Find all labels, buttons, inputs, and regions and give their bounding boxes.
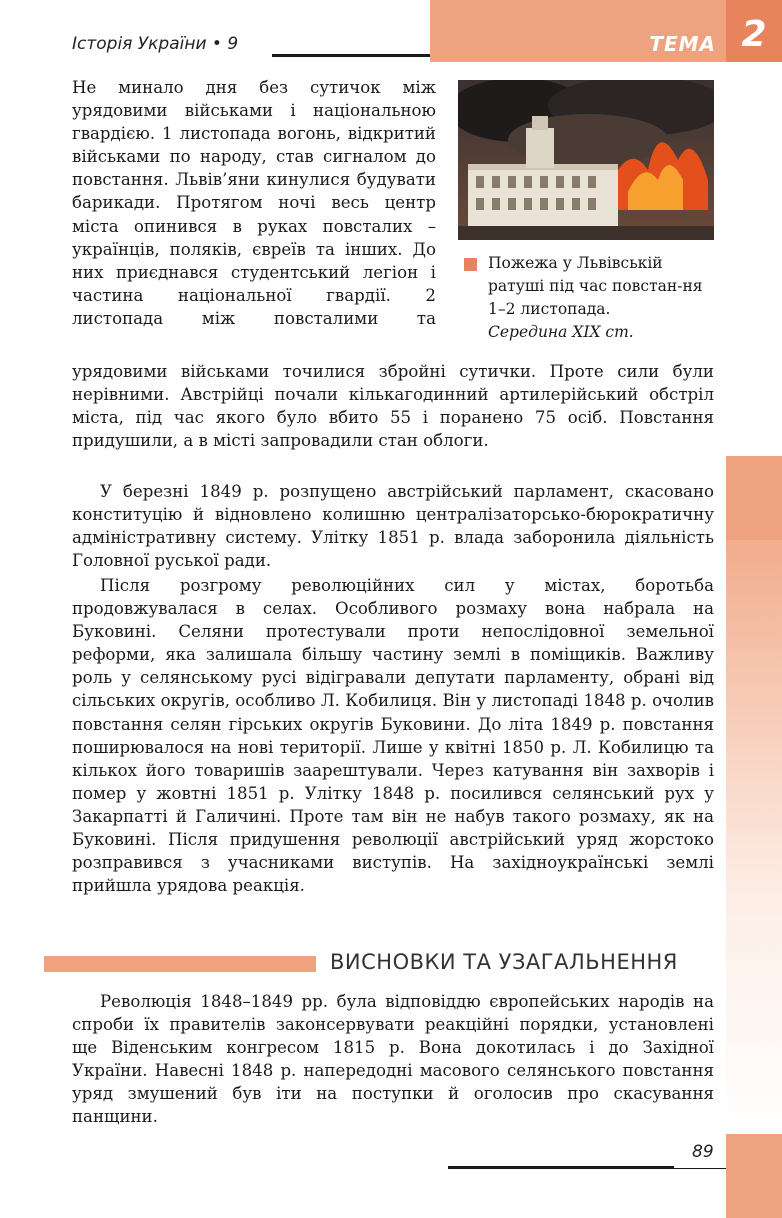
paragraph-3: У березні 1849 р. розпущено австрійський парламент, скасовано конституцію й відновлено колишню централізаторсько-бюрократичну адміністративну систему. Улітку 1851 р. влада заборонила діяльність Головної руської ради. [72,482,714,571]
book-title: Історія України • 9 [72,34,239,54]
paragraph-5: Революція 1848–1849 рр. була відповіддю європейських народів на спроби їх правителів законсервувати реакційні порядки, установлені ще Віденським конгресом 1815 р. Вона докотилась і до Західної України. Навесні 1848 р. напередодні масового селянського повстання уряд змушений був іти на поступки й оголосив про скасування панщини. [72,992,714,1127]
tema-label: ТЕМА [649,32,716,56]
side-tab-top [726,456,782,540]
caption-marker [464,258,477,271]
side-tab-gradient [726,540,782,1134]
footer-rule-thin [674,1168,726,1169]
paragraph-1: Не минало дня без сутичок між урядовими військами і національною гвардією. 1 листопада вогонь, відкритий військами по народу, став сигналом до повстання. Львів’яни кинулися будувати барикади. Протягом ночі весь центр міста опинився в руках повсталих – українців, поляків, євреїв та інших. До них приєднався студентський легіон і частина національної гвардії. 2 листопада між повсталими та [72,78,436,328]
town-hall-fire-image [458,80,714,240]
paragraph-4: Після розгрому революційних сил у містах, боротьба продовжувалася в селах. Особливого розмаху вона набрала на Буковині. Селяни протестували проти непослідовної земельної реформи, яка залишала більшу частину землі в поміщиків. Важливу роль у селянському русі відігравали депутати парламенту, обрані від сільських округів, особливо Л. Кобилиця. Він у листопаді 1848 р. очолив повстання селян гірських округів Буковини. До літа 1849 р. повстання поширювалося на нові території. Лише у квітні 1850 р. Л. Кобилицю та кількох його товаришів заарештували. Через катування він захворів і помер у жовтні 1851 р. Улітку 1848 р. посилився селянський рух у Закарпатті й Галичині. Проте там він не набув такого розмаху, як на Буковині. Після придушення революції австрійський уряд жорстоко розправився з учасниками виступів. На західноукраїнські землі прийшла урядова реакція. [72,576,714,896]
caption-date: Середина XIX ст. [488,323,634,341]
town-hall-fire-illustration [458,80,714,240]
caption-text: Пожежа у Львівській ратуші під час повстан-ня 1–2 листопада. [488,254,703,318]
page-number: 89 [692,1142,714,1162]
side-tab-bottom [726,1134,782,1218]
paragraph-2: урядовими військами точилися збройні сутички. Проте сили були нерівними. Австрійці почали кількагодинний артилерійський обстріл міста, під час якого було вбито 55 і поранено 75 осіб. Повстання придушили, а в місті запровадили стан облоги. [72,362,714,451]
footer-rule [448,1166,674,1169]
header-rule [272,54,430,57]
tema-band [430,0,782,62]
tema-number: 2 [726,0,782,62]
conclusions-heading: ВИСНОВКИ ТА УЗАГАЛЬНЕННЯ [330,950,678,974]
figure-caption [488,252,718,344]
conclusions-bar [44,956,316,972]
